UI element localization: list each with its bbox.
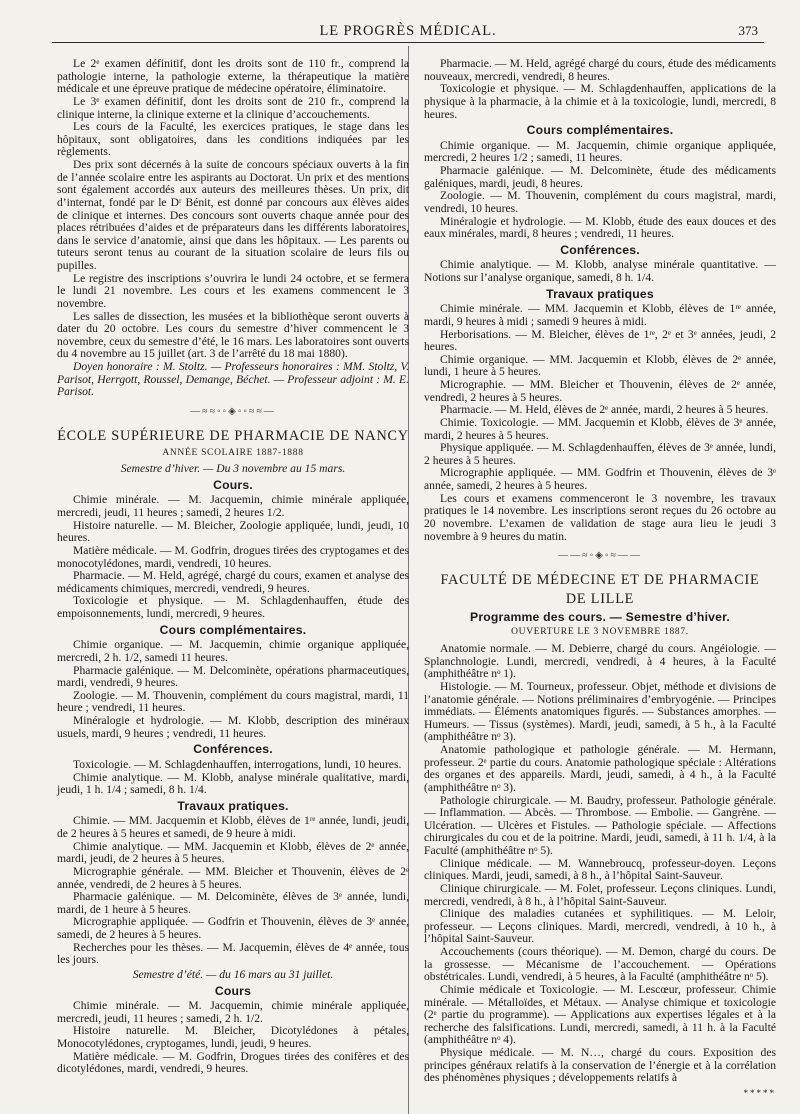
course-entry: Chimie. Toxicologie. — MM. Jacquemin et Klobb, élèves de 3ᵉ année, mardi, 2 heures à 5 heures.	[424, 415, 776, 442]
course-entry: Pharmacie. — M. Held, agrégé chargé du cours, étude des médicaments nouveaux, mercredi, vendredi, 8 heures.	[424, 57, 776, 83]
section-title-lille-line2: DE LILLE	[565, 590, 635, 607]
course-entry: Chimie minérale. — MM. Jacquemin et Klobb, élèves de 1ʳᵉ année, mardi, 9 heures à midi ; samedi 9 heures à midi.	[424, 302, 776, 328]
course-entry: Pathologie chirurgicale. — M. Baudry, professeur. Pathologie générale. — Inflammation. — Abcès. — Thrombose. — Embolie. — Gangrène. — Ulcération. — Ulcères et Fistules. — Pathologie spéciale. — Affections chirurgicales du cou et de la poitrine. Mardi, jeudi, samedi, à 11 h. 1/4, à la Faculté (amphithéâtre nᵒ 5).	[424, 793, 776, 857]
course-entry: Recherches pour les thèses. — M. Jacquemin, élèves de 4ᵉ année, tous les jours.	[57, 940, 409, 967]
paragraph: Les cours et examens commenceront le 3 novembre, les travaux pratiques le 14 novembre. Les inscriptions seront reçues du 26 octobre au 20 novembre. L’examen de validation de stage aura lieu le jeudi 3 novembre à 9 heures du matin.	[424, 491, 776, 543]
course-entry: Chimie minérale. — M. Jacquemin, chimie minérale appliquée, mercredi, jeudi, 11 heures ; samedi, 2 h. 1/2.	[57, 999, 409, 1025]
course-entry: Physique appliquée. — M. Schlagdenhauffen, élèves de 3ᵉ année, lundi, 2 heures à 5 heures.	[424, 441, 776, 467]
semester-heading: Semestre d’hiver. — Du 3 novembre au 15 mars.	[120, 462, 346, 476]
course-entry: Pharmacie. — M. Held, agrégé, chargé du cours, examen et analyse des médicaments chimiques, mercredi, vendredi, 9 heures.	[57, 569, 409, 595]
course-entry: Accouchements (cours théorique). — M. Demon, chargé du cours. De la grossesse. — Mécanisme de l’accouchement. — Opérations obstétricales. Lundi, vendredi, à 5 heures, à la Faculté (amphithéâtre nᵒ 5).	[424, 945, 776, 984]
school-year: ANNÉE SCOLAIRE 1887-1888	[162, 447, 304, 458]
subsection-heading: Cours.	[213, 477, 253, 492]
course-entry: Minéralogie et hydrologie. — M. Klobb, étude des eaux douces et des eaux minérales, mardi, 8 heures ; vendredi, 11 heures.	[424, 214, 776, 241]
course-entry: Histoire naturelle. — M. Bleicher, Zoologie appliquée, lundi, jeudi, 10 heures.	[57, 518, 409, 545]
course-entry: Anatomie pathologique et pathologie générale. — M. Hermann, professeur. 2ᵉ partie du cours. Anatomie pathologique spéciale : Altérations des organes et des appareils. Mardi, jeudi, samedi, à 4 h., à la Faculté (amphithéâtre nᵒ 3).	[424, 743, 776, 794]
course-entry: Minéralogie et hydrologie. — M. Klobb, description des minéraux usuels, mardi, 9 heures ; vendredi, 11 heures.	[57, 714, 409, 740]
course-entry: Chimie analytique. — MM. Jacquemin et Klobb, élèves de 2ᵉ année, mardi, jeudi, de 2 heures à 5 heures.	[57, 839, 409, 866]
course-entry: Chimie minérale. — M. Jacquemin, chimie minérale appliquée, mercredi, jeudi, 11 heures ; samedi, 2 heures 1/2.	[57, 493, 409, 519]
course-entry: Micrographie générale. — MM. Bleicher et Thouvenin, élèves de 2ᵉ année, vendredi, de 2 heures à 5 heures.	[57, 864, 409, 891]
paragraph: Les cours de la Faculté, les exercices pratiques, le stage dans les hôpitaux, sont obligatoires, dans les conditions indiquées par les règlements.	[57, 120, 409, 159]
course-entry: Pharmacie galénique. — M. Delcominète, opérations pharmaceutiques, mardi, vendredi, 9 heures.	[57, 663, 409, 690]
program-heading: Programme des cours. — Semestre d’hiver.	[470, 609, 730, 624]
subsection-heading: Conférences.	[560, 242, 640, 257]
course-entry: Pharmacie. — M. Held, élèves de 2ᵉ année, mardi, 2 heures à 5 heures.	[440, 403, 769, 417]
running-title: LE PROGRÈS MÉDICAL.	[319, 23, 497, 39]
subsection-heading: Travaux pratiques.	[177, 798, 289, 813]
course-entry: Herborisations. — M. Bleicher, élèves de 1ʳᵉ, 2ᵉ et 3ᵉ années, jeudi, 2 heures.	[424, 327, 776, 354]
course-entry: Clinique médicale. — M. Wannebroucq, professeur-doyen. Leçons cliniques. Mardi, jeudi, samedi, à 8 h., à l’hôpital Saint-Sauveur.	[424, 856, 776, 883]
course-entry: Pharmacie galénique. — M. Delcominète, élèves de 3ᵉ année, lundi, mardi, de 1 heure à 5 heures.	[57, 890, 409, 916]
course-entry: Zoologie. — M. Thouvenin, complément du cours magistral, mardi, vendredi, 10 heures.	[424, 189, 776, 215]
course-entry: Chimie. — MM. Jacquemin et Klobb, élèves de 1ʳᵉ année, lundi, jeudi, de 2 heures à 5 heures et samedi, de 9 heure à midi.	[57, 814, 409, 840]
course-entry: Chimie analytique. — M. Klobb, analyse minérale quantitative. — Notions sur l’analyse organique, samedi, 8 h. 1/4.	[424, 258, 776, 284]
course-entry: Matière médicale. — M. Godfrin, Drogues tirées des conifères et des dicotylédones, mardi, vendredi, 9 heures.	[57, 1049, 409, 1076]
ornament-divider: ——≈◦◈◦≈——	[558, 550, 642, 562]
course-entry: Physique médicale. — M. N…, chargé du cours. Exposition des principes généraux relatifs à la conservation de l’énergie et à la corrélation des phénomènes physiques ; développements relatifs à	[424, 1046, 776, 1085]
course-entry: Micrographie appliquée. — MM. Godfrin et Thouvenin, élèves de 3ᵉ année, samedi, 2 heures à 5 heures.	[424, 466, 776, 492]
page-header	[52, 10, 764, 43]
course-entry: Matière médicale. — M. Godfrin, drogues tirées des cryptogames et des monocotylédones, mardi, vendredi, 10 heures.	[57, 543, 409, 570]
course-entry: Anatomie normale. — M. Debierre, chargé du cours. Angéiologie. — Splanchnologie. Lundi, mercredi, vendredi, à 4 heures, à la Faculté (amphithéâtre nᵒ 1).	[424, 642, 776, 681]
course-entry: Toxicologie et physique. — M. Schlagdenhauffen, applications de la physique à la pharmacie, à la chimie et à la toxicologie, lundi, mercredi, 8 heures.	[424, 82, 776, 121]
course-entry: Chimie organique. — M. Jacquemin, chimie organique appliquée, mercredi, 2 heures 1/2 ; samedi, 11 heures.	[424, 138, 776, 165]
paragraph: Le 3ᵉ examen définitif, dont les droits sont de 210 fr., comprend la clinique interne, la clinique externe et la clinique d’accouchements.	[57, 94, 409, 121]
course-entry: Chimie médicale et Toxicologie. — M. Lescœur, professeur. Chimie minérale. — Métalloïdes, et Métaux. — Analyse chimique et toxicologie (2ᵉ partie du programme). — Applications aux expertises légales et à la recherche des falsifications. Lundi, mercredi, samedi, à 11 h. à la Faculté (amphithéâtre nᵒ 4).	[424, 982, 776, 1047]
course-entry: Chimie organique. — M. Jacquemin, chimie organique appliquée, mercredi, 2 h. 1/2, samedi 11 heures.	[57, 638, 409, 664]
paragraph: Les salles de dissection, les musées et la bibliothèque seront ouverts à dater du 20 octobre. Les cours du semestre d’hiver commencent le 3 novembre, ceux du semestre d’été, le 16 mars. Les laboratoires sont ouverts du 4 novembre au 15 juillet (art. 3 de l’arrêté du 18 mai 1880).	[57, 309, 409, 361]
course-entry: Micrographie appliquée. — Godfrin et Thouvenin, élèves de 3ᵉ année, samedi, de 2 heures à 5 heures.	[57, 915, 409, 941]
opening-date: OUVERTURE LE 3 NOVEMBRE 1887.	[511, 627, 689, 638]
semester-heading: Semestre d’été. — du 16 mars au 31 juillet.	[132, 967, 334, 981]
course-entry: Clinique des maladies cutanées et syphilitiques. — M. Leloir, professeur. — Leçons cliniques. Mardi, mercredi, vendredi, à 10 h., à l’hôpital Saint-Sauveur.	[424, 907, 776, 946]
subsection-heading: Travaux pratiques	[546, 286, 654, 301]
course-entry: Clinique chirurgicale. — M. Folet, professeur. Leçons cliniques. Lundi, mercredi, vendredi, à 8 h., à l’hôpital Saint-Sauveur.	[424, 881, 776, 908]
paragraph: Le registre des inscriptions s’ouvrira le lundi 24 octobre, et se fermera le lundi 21 novembre. Les cours et les examens commencent le 3 novembre.	[57, 271, 409, 310]
course-entry: Chimie organique. — MM. Jacquemin et Klobb, élèves de 2ᵉ année, lundi, 1 heure à 5 heures.	[424, 352, 776, 379]
course-entry: Zoologie. — M. Thouvenin, complément du cours magistral, mardi, 11 heure ; vendredi, 11 heures.	[57, 688, 409, 715]
subsection-heading: Cours complémentaires.	[526, 123, 674, 138]
course-entry: Toxicologie. — M. Schlagdenhauffen, interrogations, lundi, 10 heures.	[73, 757, 402, 771]
course-entry: Chimie analytique. — M. Klobb, analyse minérale qualitative, mardi, jeudi, 1 h. 1/4 ; samedi, 8 h. 1/4.	[57, 770, 409, 797]
page-number: 373	[738, 23, 758, 38]
faculty-officers: Doyen honoraire : M. Stoltz. — Professeurs honoraires : MM. Stoltz, V. Parisot, Herrgott, Roussel, Demange, Béchet. — Professeur adjoint : M. E. Parisot.	[57, 360, 409, 399]
course-entry: Histoire naturelle. M. Bleicher, Dicotylédones à pétales, Monocotylédones, cryptogames, lundi, jeudi, 9 heures.	[57, 1024, 409, 1050]
subsection-heading: Cours	[214, 983, 252, 998]
course-entry: Micrographie. — MM. Bleicher et Thouvenin, élèves de 2ᵉ année, vendredi, 2 heures à 5 heures.	[424, 378, 776, 404]
continuation-stars: *****	[743, 1087, 776, 1098]
ornament-divider: —≈≈◦◦◈◦◦≈≈—	[190, 405, 276, 417]
left-column	[57, 58, 409, 1076]
course-entry: Toxicologie et physique. — M. Schlagdenhauffen, étude des empoisonnements, lundi, mercredi, 9 heures.	[57, 594, 409, 620]
subsection-heading: Conférences.	[193, 742, 273, 757]
section-title-nancy: ÉCOLE SUPÉRIEURE DE PHARMACIE DE NANCY	[57, 427, 409, 444]
course-entry: Histologie. — M. Tourneux, professeur. Objet, méthode et divisions de l’anatomie générale. — Notions préliminaires d’embryogénie. — Principes immédiats. — Éléments anatomiques figurés. — Substances amorphes. — Humeurs. — Tissus (systèmes). Mardi, jeudi, samedi, à 5 h., à la Faculté (amphithéâtre nᵒ 3).	[424, 679, 776, 744]
section-title-lille: FACULTÉ DE MÉDECINE ET DE PHARMACIE	[440, 571, 760, 588]
right-column	[424, 58, 776, 1100]
paragraph: Le 2ᵉ examen définitif, dont les droits sont de 110 fr., comprend la pathologie interne, la pathologie externe, la thérapeutique la matière médicale et une épreuve pratique de médecine opératoire, éliminatoire.	[57, 57, 409, 96]
paragraph: Des prix sont décernés à la suite de concours spéciaux ouverts à la fin de l’année scolaire entre les aspirants au Doctorat. Un prix et des mentions sont également accordés aux auteurs des meilleures thèses. Un prix, dit d’internat, fondé par le Dʳ Bénit, est donné par concours aux élèves aides de clinique et internes. Des concours sont ouverts chaque année pour des places rétribuées d’aides et de préparateurs dans les différents laboratoires, dans le service d’anatomie, ainsi que dans les hôpitaux. — Les parents ou tuteurs seront tenus au courant de la situation scolaire de leurs fils ou pupilles.	[57, 158, 409, 272]
subsection-heading: Cours complémentaires.	[159, 622, 307, 637]
course-entry: Pharmacie galénique. — M. Delcominète, étude des médicaments galéniques, mardi, jeudi, 8 heures.	[424, 164, 776, 190]
